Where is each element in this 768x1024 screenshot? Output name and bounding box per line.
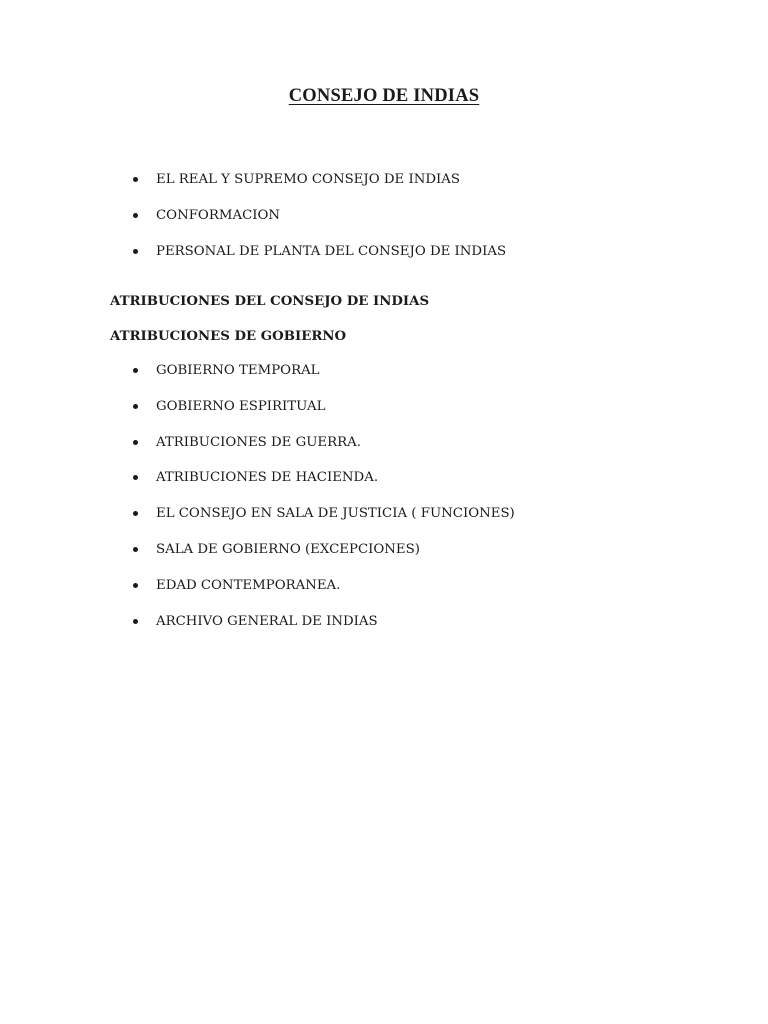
gobierno-list bbox=[156, 362, 515, 648]
bullet-icon bbox=[133, 177, 138, 182]
bullet-icon bbox=[133, 404, 138, 409]
list-item-text: CONFORMACION bbox=[156, 207, 281, 223]
bullet-icon bbox=[133, 511, 138, 516]
list-item bbox=[156, 362, 515, 398]
bullet-icon bbox=[133, 475, 138, 480]
list-item-text: GOBIERNO TEMPORAL bbox=[156, 363, 320, 378]
bullet-icon bbox=[133, 249, 138, 254]
list-item bbox=[156, 207, 506, 243]
list-item bbox=[156, 398, 515, 434]
bullet-icon bbox=[133, 213, 138, 218]
list-item-text: SALA DE GOBIERNO (EXCEPCIONES) bbox=[156, 541, 420, 557]
bullet-icon bbox=[133, 583, 138, 588]
list-item bbox=[156, 505, 515, 541]
bullet-icon bbox=[133, 440, 138, 445]
list-item-text: PERSONAL DE PLANTA DEL CONSEJO DE INDIAS bbox=[156, 243, 507, 259]
list-item bbox=[156, 171, 506, 207]
list-item bbox=[156, 541, 515, 577]
list-item bbox=[156, 613, 515, 649]
list-item-text: EDAD CONTEMPORANEA. bbox=[156, 577, 341, 593]
list-item-text: ATRIBUCIONES DE GUERRA. bbox=[156, 434, 361, 450]
list-item-text: ATRIBUCIONES DE HACIENDA. bbox=[156, 470, 379, 486]
bullet-icon bbox=[133, 619, 138, 624]
list-item-text: EL CONSEJO EN SALA DE JUSTICIA ( FUNCIONES) bbox=[156, 506, 515, 522]
list-item bbox=[156, 243, 506, 279]
list-item-text: EL REAL Y SUPREMO CONSEJO DE INDIAS bbox=[156, 172, 460, 187]
list-item-text: GOBIERNO ESPIRITUAL bbox=[156, 398, 326, 414]
list-item bbox=[156, 434, 515, 470]
section-heading: ATRIBUCIONES DEL CONSEJO DE INDIAS bbox=[110, 294, 430, 309]
page-title: CONSEJO DE INDIAS bbox=[288, 86, 480, 106]
bullet-icon bbox=[133, 547, 138, 552]
subsection-heading: ATRIBUCIONES DE GOBIERNO bbox=[110, 329, 347, 344]
bullet-icon bbox=[133, 368, 138, 373]
list-item-text: ARCHIVO GENERAL DE INDIAS bbox=[156, 613, 378, 629]
list-item bbox=[156, 577, 515, 613]
intro-list bbox=[156, 171, 506, 278]
list-item bbox=[156, 469, 515, 505]
